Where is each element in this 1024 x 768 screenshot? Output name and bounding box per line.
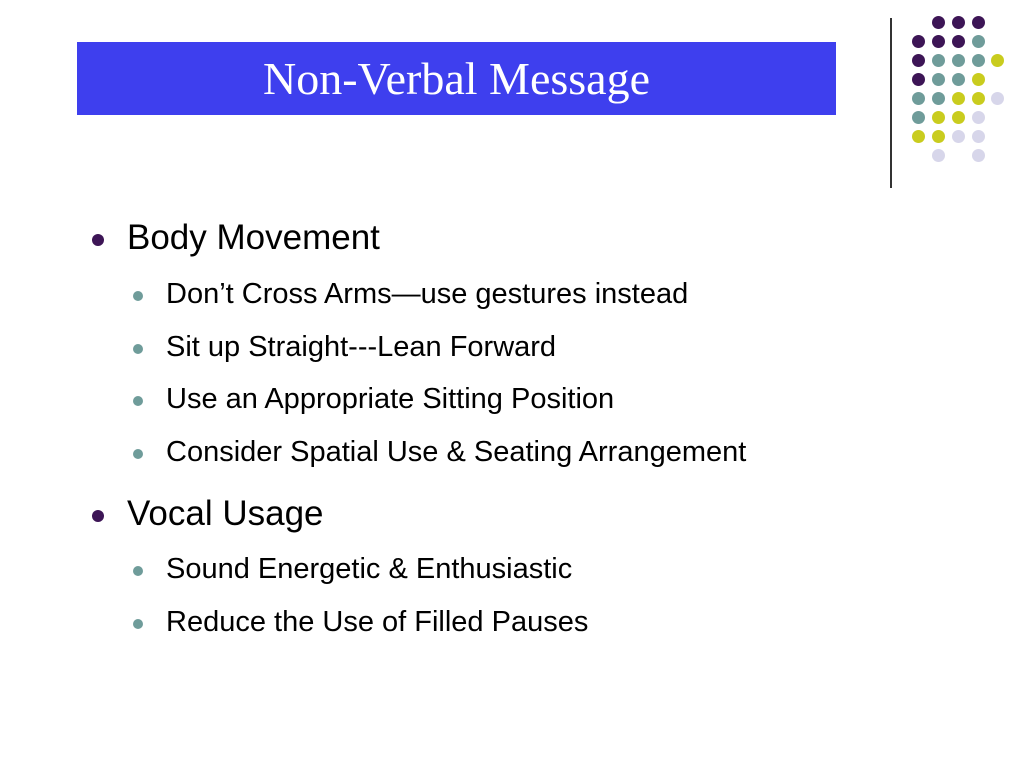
sub-bullet-item: Use an Appropriate Sitting Position — [166, 383, 615, 415]
decorative-dot — [972, 92, 985, 105]
sub-bullet-marker — [133, 619, 143, 629]
bullet-item: Vocal Usage — [127, 494, 324, 533]
decorative-dot — [952, 35, 965, 48]
decorative-dot — [972, 149, 985, 162]
sub-bullet-marker — [133, 566, 143, 576]
title-bar — [77, 42, 836, 115]
decorative-dot — [912, 73, 925, 86]
decorative-dot — [972, 130, 985, 143]
decorative-dot — [932, 149, 945, 162]
slide-title: Non-Verbal Message — [262, 52, 651, 104]
decorative-dot — [972, 111, 985, 124]
decorative-dot — [952, 92, 965, 105]
bullet-item: Body Movement — [127, 218, 380, 257]
decorative-dot — [991, 92, 1004, 105]
sub-bullet-marker — [133, 396, 143, 406]
sub-bullet-marker — [133, 449, 143, 459]
sub-bullet-marker — [133, 344, 143, 354]
decorative-dot — [932, 35, 945, 48]
sub-bullet-item: Sound Energetic & Enthusiastic — [166, 553, 573, 585]
decorative-dot — [912, 111, 925, 124]
sub-bullet-item: Don’t Cross Arms—use gestures instead — [166, 278, 689, 310]
decorative-dot — [912, 54, 925, 67]
bullet-marker — [92, 234, 104, 246]
decorative-dot — [972, 54, 985, 67]
sub-bullet-item: Consider Spatial Use & Seating Arrangement — [166, 436, 747, 468]
decorative-dot — [952, 130, 965, 143]
decorative-dot — [952, 16, 965, 29]
sub-bullet-marker — [133, 291, 143, 301]
decorative-dot — [932, 54, 945, 67]
decorative-dot — [912, 130, 925, 143]
decorative-dot — [912, 92, 925, 105]
decorative-dot — [932, 92, 945, 105]
decorative-dot — [952, 111, 965, 124]
vertical-divider — [890, 18, 892, 188]
decorative-dot — [932, 16, 945, 29]
decorative-dot — [991, 54, 1004, 67]
sub-bullet-item: Sit up Straight---Lean Forward — [166, 331, 557, 363]
decorative-dot — [952, 73, 965, 86]
decorative-dot — [932, 111, 945, 124]
decorative-dot — [972, 16, 985, 29]
decorative-dot — [972, 73, 985, 86]
sub-bullet-item: Reduce the Use of Filled Pauses — [166, 606, 589, 638]
decorative-dot — [972, 35, 985, 48]
decorative-dot — [932, 73, 945, 86]
decorative-dot — [952, 54, 965, 67]
decorative-dot — [932, 130, 945, 143]
bullet-marker — [92, 510, 104, 522]
decorative-dot — [912, 35, 925, 48]
